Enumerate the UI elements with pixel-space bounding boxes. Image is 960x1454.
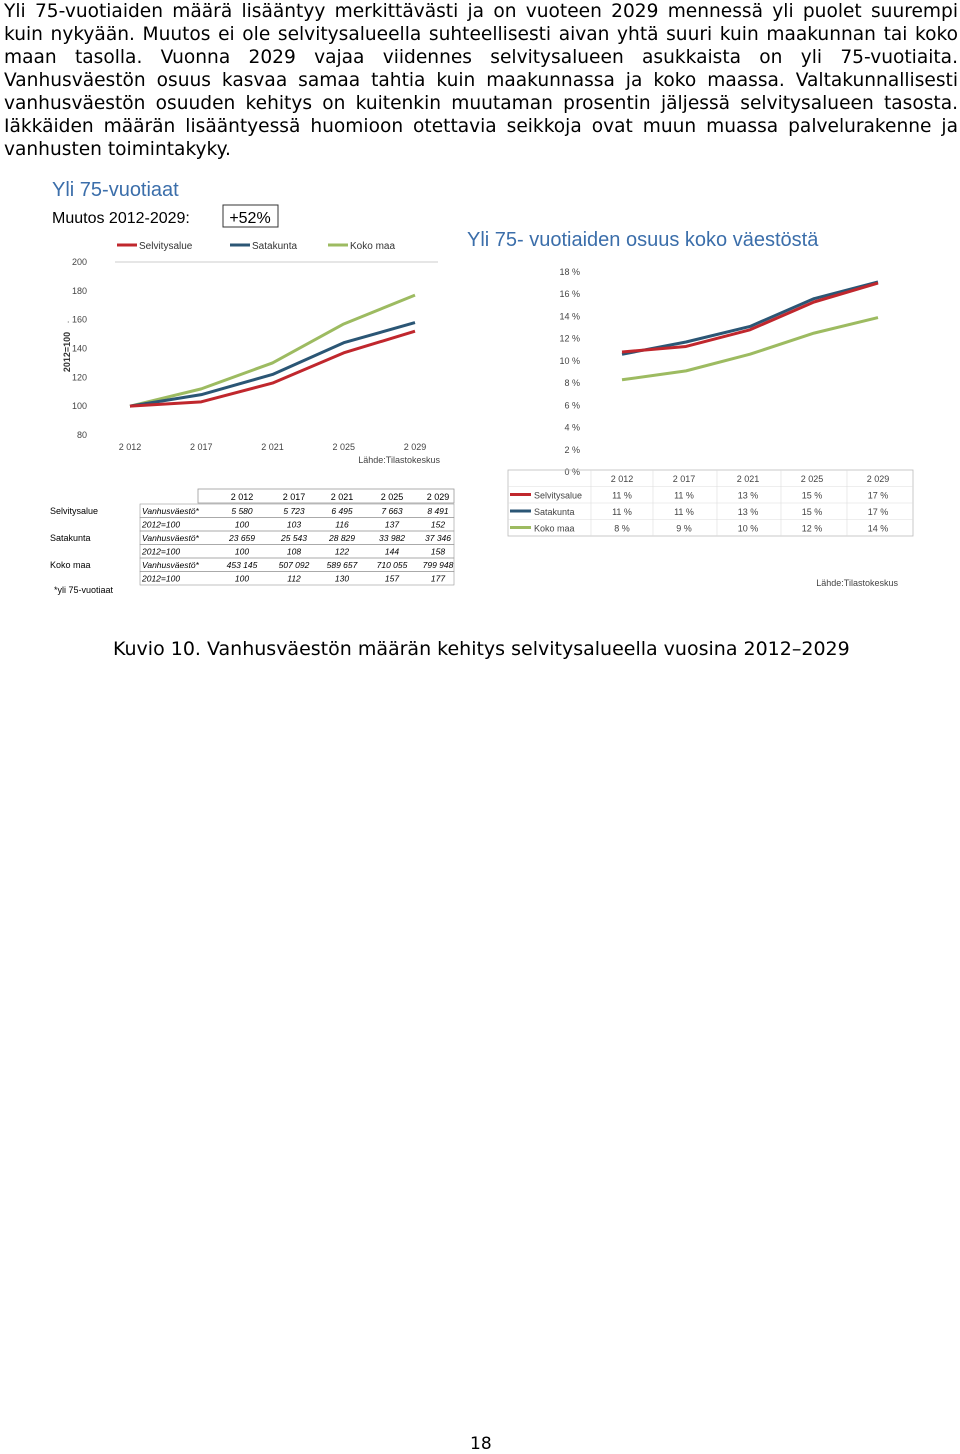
table-cell: 100 — [234, 573, 250, 584]
table-cell: 100 — [234, 519, 250, 530]
share-legend-label: Selvitysalue — [534, 490, 583, 501]
table-cell: 5 723 — [283, 506, 305, 516]
index-y-tick: . 160 — [66, 314, 87, 325]
share-data-label: 15 % — [801, 490, 823, 501]
table-column-header: 2 017 — [282, 492, 306, 502]
share-data-label: 15 % — [801, 507, 823, 517]
index-x-tick: 2 025 — [332, 442, 356, 452]
index-y-axis-label: 2012=100 — [62, 331, 72, 373]
share-data-label: 10 % — [737, 523, 759, 534]
table-cell: 507 092 — [278, 560, 310, 570]
table-cell: 7 663 — [381, 506, 403, 516]
table-row-label: Vanhusväestö* — [142, 560, 199, 570]
table-region-label: Selvitysalue — [50, 506, 99, 516]
share-x-tick: 2 021 — [736, 474, 760, 484]
index-chart-change-label: Muutos 2012-2029: — [52, 210, 190, 227]
share-data-label: 17 % — [867, 507, 889, 517]
table-cell: 33 982 — [379, 533, 405, 543]
index-chart-title: Yli 75-vuotiaat — [52, 179, 179, 201]
index-y-tick: 200 — [71, 257, 87, 267]
index-y-tick: 80 — [76, 430, 87, 440]
index-y-tick: 100 — [71, 401, 87, 412]
body-paragraph: Yli 75-vuotiaiden määrä lisääntyy merkittävästi ja on vuoteen 2029 mennessä yli puolet suurempi kuin nykyään. Muutos ei ole selvitysalueella suhteellisesti aivan yhtä suuri kuin maakunnan tai koko maan tasolla. Vuonna 2029 vajaa viidennes selvitysalueen asukkaista on yli 75-vuotiaita. Vanhusväestön osuus kasvaa samaa tahtia kuin maakunnassa ja koko maassa. Valtakunnallisesti vanhusväestön osuuden kehitys on kuitenkin muutaman prosentin jäljessä selvitysalueen tasosta. Iäkkäiden määrän lisääntyessä huomioon otettavia seikkoja ovat muun muassa palvelurakenne ja vanhusten toimintakyky. — [4, 1, 958, 160]
table-cell: 28 829 — [329, 533, 355, 543]
table-column-header: 2 029 — [426, 492, 450, 502]
share-source-label: Lähde:Tilastokeskus — [816, 578, 898, 588]
table-cell: 144 — [384, 546, 400, 557]
share-x-tick: 2 029 — [866, 474, 890, 484]
share-y-tick: 16 % — [559, 289, 580, 300]
index-chart-panel — [40, 172, 458, 602]
share-y-tick: 2 % — [564, 444, 580, 455]
share-chart-panel — [456, 200, 926, 600]
share-series-line — [622, 282, 878, 354]
index-series-line — [130, 295, 415, 406]
index-x-tick: 2 012 — [118, 442, 142, 452]
index-chart — [40, 172, 458, 602]
index-legend-label: Selvitysalue — [139, 241, 193, 252]
table-cell: 23 659 — [229, 533, 255, 543]
table-cell: 158 — [430, 546, 446, 557]
share-y-tick: 18 % — [559, 267, 580, 277]
table-column-header: 2 025 — [380, 492, 404, 502]
share-y-tick: 4 % — [564, 422, 580, 433]
table-region-label: Koko maa — [50, 560, 91, 570]
table-cell: 589 657 — [326, 560, 358, 570]
share-x-tick: 2 012 — [610, 474, 634, 484]
table-cell: 799 948 — [422, 560, 454, 570]
share-data-label: 11 % — [612, 507, 632, 517]
table-cell: 152 — [430, 519, 446, 530]
table-cell: 5 580 — [231, 506, 253, 516]
index-legend-label: Satakunta — [252, 241, 298, 252]
share-data-label: 11 % — [674, 490, 694, 501]
index-y-tick: 120 — [71, 372, 87, 383]
share-y-tick: 10 % — [559, 355, 580, 366]
table-row-label: Vanhusväestö* — [142, 506, 199, 516]
table-cell: 100 — [234, 546, 250, 557]
index-source-label: Lähde:Tilastokeskus — [358, 455, 440, 465]
share-y-tick: 12 % — [559, 333, 580, 344]
table-cell: 157 — [384, 573, 400, 584]
share-legend-label: Koko maa — [534, 523, 575, 534]
share-y-tick: 14 % — [559, 311, 580, 322]
index-legend-label: Koko maa — [350, 241, 396, 252]
table-cell: 453 145 — [226, 560, 258, 570]
share-x-tick: 2 025 — [800, 474, 824, 484]
share-y-tick: 8 % — [564, 378, 580, 389]
index-chart-change-value: +52% — [229, 210, 271, 227]
table-cell: 116 — [335, 519, 349, 530]
table-cell: 710 055 — [376, 560, 408, 570]
share-data-label: 12 % — [801, 523, 823, 534]
index-y-tick: 140 — [71, 343, 87, 354]
index-x-tick: 2 021 — [261, 442, 284, 452]
page-number: 18 — [470, 1434, 492, 1454]
table-cell: 6 495 — [331, 506, 353, 516]
table-region-label: Satakunta — [50, 533, 91, 543]
table-cell: 25 543 — [281, 533, 307, 543]
index-x-tick: 2 029 — [403, 442, 427, 452]
table-cell: 37 346 — [425, 533, 451, 543]
share-data-label: 11 % — [612, 490, 632, 501]
share-data-label: 11 % — [674, 507, 694, 517]
table-footnote: *yli 75-vuotiaat — [54, 585, 114, 595]
table-cell: 103 — [286, 519, 302, 530]
table-row-label: 2012=100 — [142, 573, 181, 584]
share-chart-title: Yli 75- vuotiaiden osuus koko väestöstä — [467, 229, 819, 251]
share-chart — [456, 200, 926, 600]
share-data-label: 9 % — [676, 523, 692, 534]
table-cell: 122 — [334, 546, 350, 557]
index-x-tick: 2 017 — [189, 442, 213, 452]
table-cell: 130 — [334, 573, 350, 584]
table-cell: 137 — [384, 519, 400, 530]
index-y-tick: 180 — [71, 285, 87, 296]
table-cell: 177 — [430, 573, 446, 584]
table-cell: 112 — [287, 573, 301, 584]
share-legend-label: Satakunta — [534, 507, 575, 517]
table-column-header: 2 012 — [230, 492, 254, 502]
share-data-label: 13 % — [737, 490, 759, 501]
table-row-label: Vanhusväestö* — [142, 533, 199, 543]
share-y-tick: 6 % — [564, 400, 580, 411]
share-data-label: 17 % — [867, 490, 889, 501]
table-cell: 8 491 — [427, 506, 449, 516]
table-row-label: 2012=100 — [142, 519, 181, 530]
share-data-label: 14 % — [867, 523, 889, 534]
share-x-tick: 2 017 — [672, 474, 696, 484]
figure-caption: Kuvio 10. Vanhusväestön määrän kehitys selvitysalueella vuosina 2012–2029 — [113, 638, 850, 660]
table-column-header: 2 021 — [330, 492, 354, 502]
share-y-tick: 0 % — [564, 467, 580, 477]
table-cell: 108 — [286, 546, 302, 557]
share-data-label: 13 % — [737, 507, 759, 517]
share-series-line — [622, 283, 878, 352]
share-data-label: 8 % — [614, 523, 630, 534]
table-row-label: 2012=100 — [142, 546, 181, 557]
